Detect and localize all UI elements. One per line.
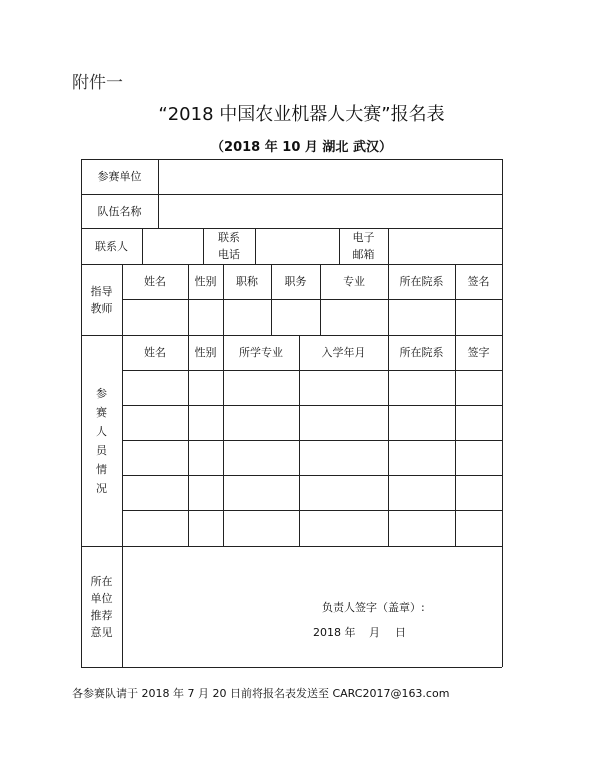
table-row-divider — [122, 475, 502, 476]
contact-phone-field[interactable] — [255, 228, 339, 264]
recommendation-label-line: 推荐 — [90, 608, 113, 622]
participant-header-enrollment: 入学年月 — [321, 346, 366, 359]
entry-unit-field[interactable] — [158, 159, 502, 194]
table-col-divider — [122, 264, 123, 667]
advisor-header-name: 姓名 — [144, 275, 166, 288]
recommendation-label — [81, 546, 122, 667]
team-name-label: 队伍名称 — [97, 204, 142, 218]
participants-label-char: 参 — [96, 386, 107, 400]
table-row-divider — [122, 299, 502, 300]
entry-unit-label: 参赛单位 — [97, 170, 142, 183]
advisor-header-department: 所在院系 — [399, 275, 444, 288]
participants-label-char: 员 — [96, 443, 107, 457]
email-label-line2: 邮箱 — [352, 248, 375, 261]
advisor-section-label — [81, 264, 122, 335]
advisor-header-gender: 性别 — [194, 275, 217, 288]
participant-header-gender: 性别 — [194, 346, 217, 359]
table-row-divider — [81, 546, 502, 547]
team-name-field[interactable] — [158, 194, 502, 228]
email-field[interactable] — [388, 228, 502, 264]
footer-note: 各参赛队请于 2018 年 7 月 20 日前将报名表发送至 CARC2017@163.com — [72, 687, 450, 700]
recommendation-label-line: 单位 — [90, 591, 113, 605]
advisor-header-major: 专业 — [343, 275, 365, 288]
table-row-divider — [122, 405, 502, 406]
advisor-header-title: 职称 — [236, 275, 258, 288]
email-label-line1: 电子 — [352, 231, 375, 244]
participant-header-major: 所学专业 — [239, 346, 283, 359]
advisor-header-position: 职务 — [284, 275, 307, 288]
contact-phone-label-line1: 联系 — [218, 231, 240, 244]
participants-label-char: 情 — [96, 462, 107, 476]
email-label — [339, 228, 388, 264]
participant-header-department: 所在院系 — [399, 346, 444, 359]
advisor-header-signature: 签名 — [467, 275, 490, 288]
form-subtitle: （2018 年 10 月 湖北 武汉） — [211, 140, 392, 155]
participants-label-char: 况 — [96, 481, 107, 495]
participants-label-char: 赛 — [96, 405, 107, 419]
signature-line: 负责人签字（盖章）: — [322, 601, 425, 614]
date-month: 月 — [369, 626, 380, 639]
contact-person-label: 联系人 — [95, 239, 128, 253]
table-row-divider — [122, 370, 502, 371]
participants-section-label — [81, 335, 122, 546]
contact-phone-label — [203, 228, 255, 264]
participant-header-name: 姓名 — [144, 346, 166, 359]
table-row-divider — [122, 440, 502, 441]
participants-label-char: 人 — [96, 424, 107, 438]
recommendation-label-line: 所在 — [90, 574, 113, 588]
table-border-bottom — [81, 667, 502, 668]
table-border-right — [502, 159, 503, 667]
advisor-label-line2: 教师 — [90, 301, 113, 315]
table-row-divider — [122, 510, 502, 511]
contact-phone-label-line2: 电话 — [218, 248, 240, 261]
attachment-label: 附件一 — [72, 73, 123, 93]
participant-header-signature: 签字 — [467, 346, 490, 359]
date-year: 2018 年 — [313, 626, 356, 639]
contact-person-field[interactable] — [142, 228, 203, 264]
recommendation-label-line: 意见 — [90, 625, 113, 639]
form-title: “2018 中国农业机器人大赛”报名表 — [158, 104, 445, 125]
date-day: 日 — [395, 626, 406, 639]
advisor-label-line1: 指导 — [90, 284, 113, 298]
